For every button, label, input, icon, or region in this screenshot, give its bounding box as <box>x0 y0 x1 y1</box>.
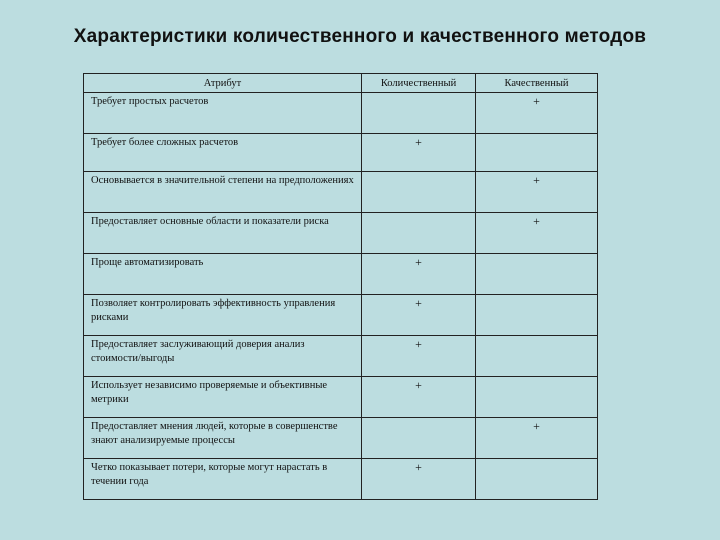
table-row <box>84 295 598 336</box>
table-row <box>84 134 598 172</box>
row-qualitative-mark: + <box>476 93 598 134</box>
table-row <box>84 172 598 213</box>
row-attribute: Требует простых расчетов <box>84 93 362 134</box>
row-quantitative-mark <box>362 213 476 254</box>
table-row <box>84 254 598 295</box>
row-quantitative-mark: + <box>362 459 476 500</box>
table-row <box>84 213 598 254</box>
row-qualitative-mark: + <box>476 172 598 213</box>
header-attribute: Атрибут <box>84 74 362 93</box>
row-attribute: Использует независимо проверяемые и объективные метрики <box>84 377 362 418</box>
row-quantitative-mark <box>362 418 476 459</box>
row-attribute: Предоставляет мнения людей, которые в совершенстве знают анализируемые процессы <box>84 418 362 459</box>
row-attribute: Основывается в значительной степени на предположениях <box>84 172 362 213</box>
page-title: Характеристики количественного и качественного методов <box>73 26 647 47</box>
row-attribute: Требует более сложных расчетов <box>84 134 362 172</box>
row-attribute: Предоставляет основные области и показатели риска <box>84 213 362 254</box>
row-quantitative-mark <box>362 172 476 213</box>
header-qualitative: Качественный <box>476 74 598 93</box>
table-row <box>84 418 598 459</box>
row-quantitative-mark: + <box>362 254 476 295</box>
row-quantitative-mark: + <box>362 377 476 418</box>
row-qualitative-mark <box>476 377 598 418</box>
table-row <box>84 459 598 500</box>
table-row <box>84 336 598 377</box>
row-quantitative-mark: + <box>362 295 476 336</box>
row-qualitative-mark <box>476 295 598 336</box>
row-qualitative-mark <box>476 336 598 377</box>
row-quantitative-mark <box>362 93 476 134</box>
header-quantitative: Количественный <box>362 74 476 93</box>
row-quantitative-mark: + <box>362 134 476 172</box>
row-attribute: Четко показывает потери, которые могут нарастать в течении года <box>84 459 362 500</box>
row-attribute: Позволяет контролировать эффективность управления рисками <box>84 295 362 336</box>
row-qualitative-mark <box>476 254 598 295</box>
row-attribute: Предоставляет заслуживающий доверия анализ стоимости/выгоды <box>84 336 362 377</box>
row-qualitative-mark: + <box>476 213 598 254</box>
row-quantitative-mark: + <box>362 336 476 377</box>
row-qualitative-mark: + <box>476 418 598 459</box>
row-qualitative-mark <box>476 134 598 172</box>
row-qualitative-mark <box>476 459 598 500</box>
table-row <box>84 93 598 134</box>
table-header-row <box>84 74 598 93</box>
table-row <box>84 377 598 418</box>
row-attribute: Проще автоматизировать <box>84 254 362 295</box>
methods-comparison-table <box>83 73 598 500</box>
